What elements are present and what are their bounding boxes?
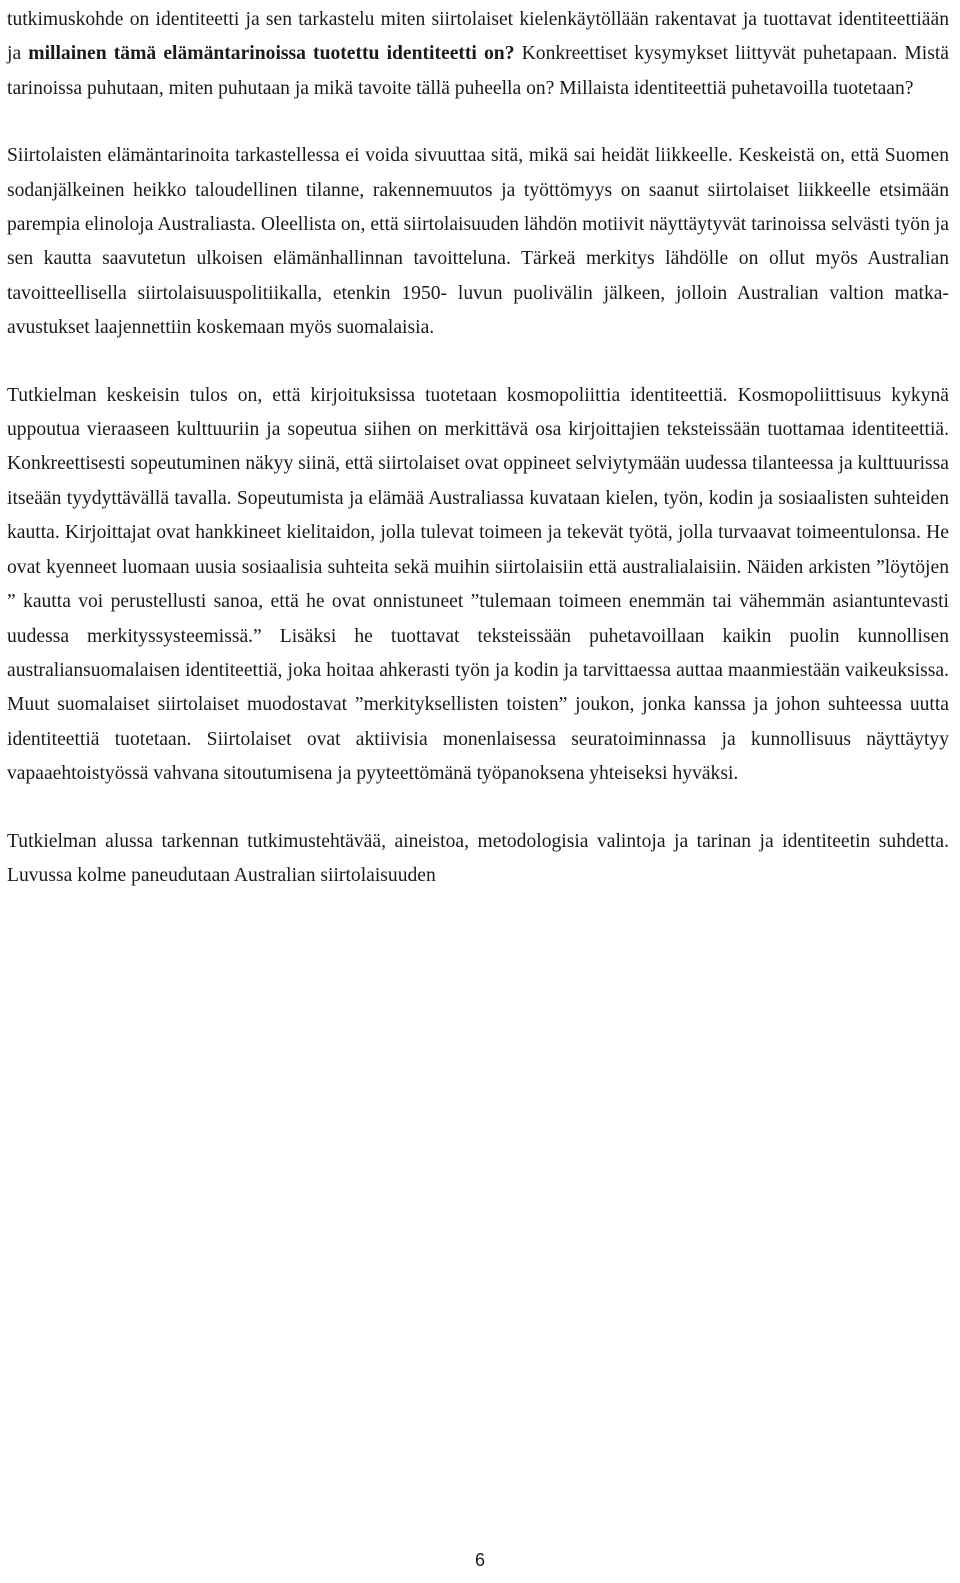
bold-research-question: millainen tämä elämäntarinoissa tuotettu identiteetti on?	[28, 43, 515, 65]
paragraph-text-questions: Konkreettiset kysymykset liittyvät puhetapaan. Mistä tarinoissa puhutaan, miten puhutaan ja mikä tavoite tällä puheella on? Millaista identiteettiä puhetavoilla tuotetaan?	[7, 43, 949, 99]
paragraph-main-result: Tutkielman keskeisin tulos on, että kirjoituksissa tuotetaan kosmopoliittia identiteettiä. Kosmopoliittisuus kykynä uppoutua vieraaseen kulttuuriin ja sopeutua siihen on merkittävä osa kirjoittajien teksteissään tuottamaa identiteettiä. Konkreettisesti sopeutuminen näkyy siinä, että siirtolaiset ovat oppineet selviytymään uudessa tilanteessa ja kulttuurissa itseään tyydyttävällä tavalla. Sopeutumista ja elämää Australiassa kuvataan kielen, työn, kodin ja sosiaalisten suhteiden kautta. Kirjoittajat ovat hankkineet kielitaidon, jolla tulevat toimeen ja tekevät työtä, jolla turvaavat toimeentulonsa. He ovat kyenneet luomaan uusia sosiaalisia suhteita sekä muihin siirtolaisiin että australialaisiin. Näiden arkisten ”löytöjen ” kautta voi perustellusti sanoa, että he ovat onnistuneet ”tulemaan toimeen enemmän tai vähemmän asiantuntevasti uudessa merkityssysteemissä.” Lisäksi he tuottavat teksteissään puhetavoillaan kaikin puolin kunnollisen australiansuomalaisen identiteettiä, joka hoitaa ahkerasti työn ja kodin ja tarvittaessa auttaa maanmiestään vaikeuksissa. Muut suomalaiset siirtolaiset muodostavat ”merkityksellisten toisten” joukon, jonka kanssa ja johon suhteessa uutta identiteettiä tuotetaan. Siirtolaiset ovat aktiivisia monenlaisessa seuratoiminnassa ja kunnollisuus näyttäytyy vapaaehtoistyössä vahvana sitoutumisena ja pyyteettömänä työpanoksena yhteiseksi hyväksi.	[7, 384, 949, 785]
document-page	[7, 0, 949, 893]
paragraph-text-intro: tutkimuskohde on identiteetti ja sen tarkastelu miten siirtolaiset kielenkäytöllään rakentavat ja tuottavat identiteettiään ja	[7, 9, 949, 65]
page-number: 6	[474, 1550, 485, 1570]
paragraph-research-questions	[7, 3, 949, 106]
paragraph-thesis-structure: Tutkielman alussa tarkennan tutkimustehtävää, aineistoa, metodologisia valintoja ja tarinan ja identiteetin suhdetta. Luvussa kolme paneudutaan Australian siirtolaisuuden	[7, 830, 949, 886]
paragraph-migration-motives: Siirtolaisten elämäntarinoita tarkastellessa ei voida sivuuttaa sitä, mikä sai heidät liikkeelle. Keskeistä on, että Suomen sodanjälkeinen heikko taloudellinen tilanne, rakennemuutos ja työttömyys on saanut siirtolaiset liikkeelle etsimään parempia elinoloja Australiasta. Oleellista on, että siirtolaisuuden lähdön motiivit näyttäytyvät tarinoissa selvästi työn ja sen kautta saavutetun ulkoisen elämänhallinnan tavoitteluna. Tärkeä merkitys lähdölle on ollut myös Australian tavoitteellisella siirtolaisuuspolitiikalla, etenkin 1950- luvun puolivälin jälkeen, jolloin Australian valtion matka-avustukset laajennettiin koskemaan myös suomalaisia.	[7, 145, 949, 339]
